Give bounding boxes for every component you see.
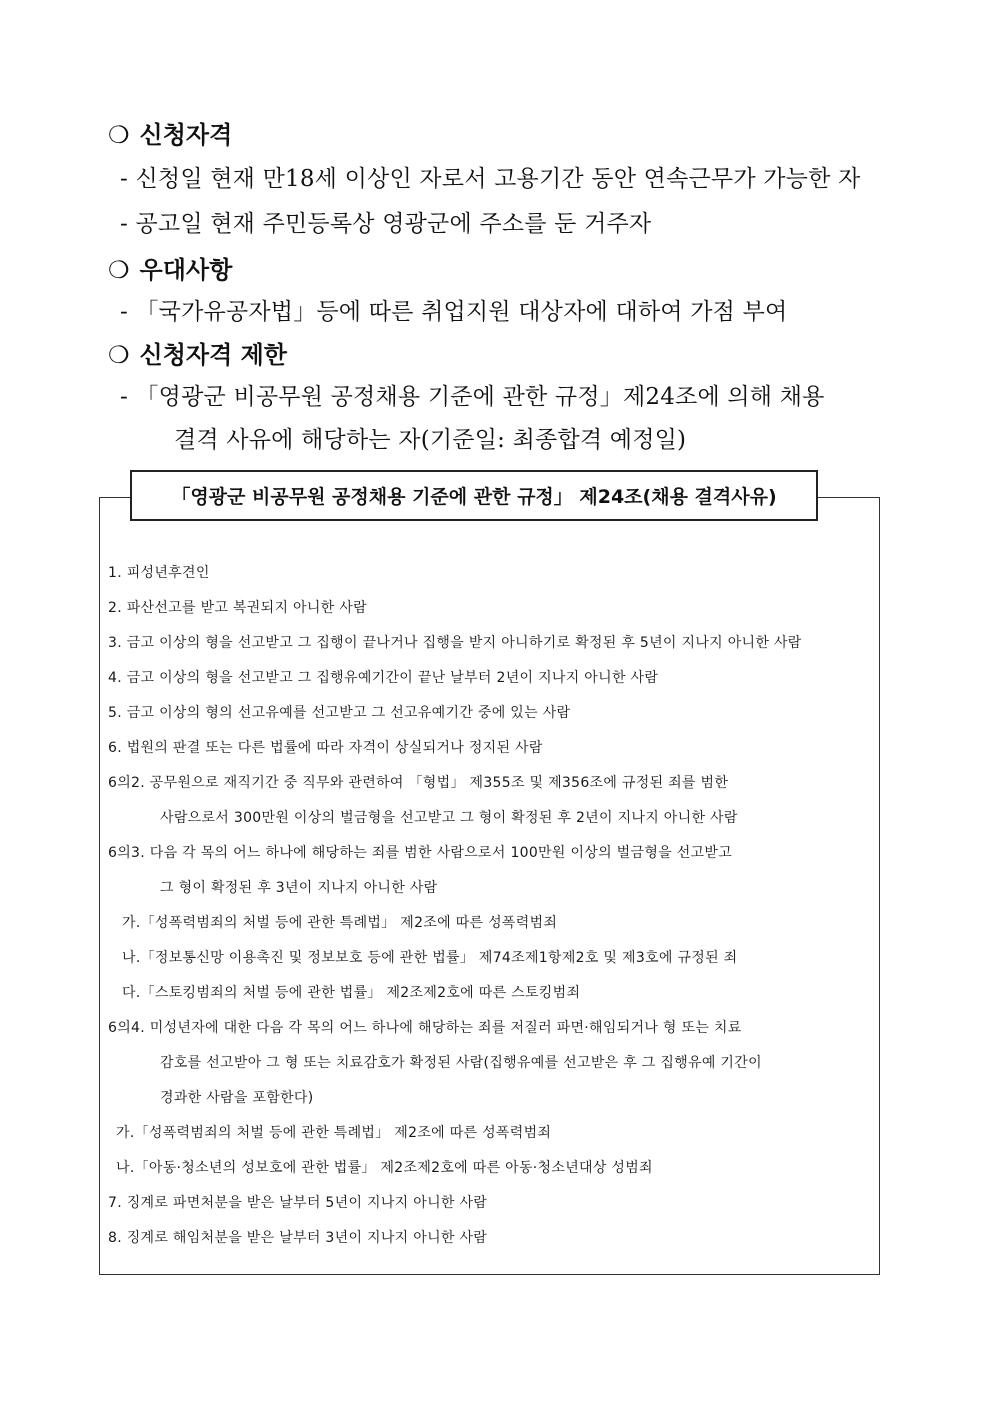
list-item: 3. 금고 이상의 형을 선고받고 그 집행이 끝나거나 집행을 받지 아니하기로 확정된 후 5년이 지나지 아니한 사람 (108, 635, 802, 651)
list-item: 1. 피성년후견인 (108, 565, 210, 581)
section-heading-preference (108, 250, 232, 285)
list-item: 6의2. 공무원으로 재직기간 중 직무와 관련하여 「형법」 제355조 및 제356조에 규정된 죄를 범한 (108, 775, 729, 791)
sub-list-item: 나.「정보통신망 이용촉진 및 정보보호 등에 관한 법률」 제74조제1항제2호 및 제3호에 규정된 죄 (122, 950, 738, 966)
section-title: 신청자격 제한 (139, 340, 287, 369)
bullet-line: - 공고일 현재 주민등록상 영광군에 주소를 둔 거주자 (120, 211, 652, 237)
list-item-continuation: 사람으로서 300만원 이상의 벌금형을 선고받고 그 형이 확정된 후 2년이 지나지 아니한 사람 (160, 810, 738, 826)
regulation-box-title: 「영광군 비공무원 공정채용 기준에 관한 규정」 제24조(채용 결격사유) (130, 470, 818, 521)
list-item: 6의4. 미성년자에 대한 다음 각 목의 어느 하나에 해당하는 죄를 저질러 파면·해임되거나 형 또는 치료 (108, 1020, 742, 1036)
section-title: 신청자격 (139, 120, 233, 149)
list-item: 4. 금고 이상의 형을 선고받고 그 집행유예기간이 끝난 날부터 2년이 지나지 아니한 사람 (108, 670, 659, 686)
sub-list-item: 가.「성폭력범죄의 처벌 등에 관한 특례법」 제2조에 따른 성폭력범죄 (122, 915, 558, 931)
circle-bullet-icon: ❍ (108, 341, 130, 369)
section-title: 우대사항 (139, 255, 233, 284)
list-item: 6의3. 다음 각 목의 어느 하나에 해당하는 죄를 범한 사람으로서 100만원 이상의 벌금형을 선고받고 (108, 845, 733, 861)
list-item-continuation: 감호를 선고받아 그 형 또는 치료감호가 확정된 사람(집행유예를 선고받은 후 그 집행유예 기간이 (160, 1055, 762, 1071)
circle-bullet-icon: ❍ (108, 256, 130, 284)
list-item: 6. 법원의 판결 또는 다른 법률에 따라 자격이 상실되거나 정지된 사람 (108, 740, 543, 756)
bullet-line: - 「국가유공자법」등에 따른 취업지원 대상자에 대하여 가점 부여 (120, 299, 788, 325)
sub-list-item: 다.「스토킹범죄의 처벌 등에 관한 법률」 제2조제2호에 따른 스토킹범죄 (122, 985, 581, 1001)
list-item: 8. 징계로 해임처분을 받은 날부터 3년이 지나지 아니한 사람 (108, 1230, 488, 1246)
list-item: 2. 파산선고를 받고 복권되지 아니한 사람 (108, 600, 367, 616)
sub-list-item: 나.「아동·청소년의 성보호에 관한 법률」 제2조제2호에 따른 아동·청소년대상 성범죄 (116, 1160, 653, 1176)
list-item: 5. 금고 이상의 형의 선고유예를 선고받고 그 선고유예기간 중에 있는 사람 (108, 705, 571, 721)
list-item-continuation: 경과한 사람을 포함한다) (160, 1090, 314, 1106)
bullet-line-continuation: 결격 사유에 해당하는 자(기준일: 최종합격 예정일) (174, 427, 687, 453)
circle-bullet-icon: ❍ (108, 121, 130, 149)
section-heading-qualification (108, 115, 232, 150)
section-heading-restriction (108, 335, 287, 370)
sub-list-item: 가.「성폭력범죄의 처벌 등에 관한 특례법」 제2조에 따른 성폭력범죄 (116, 1125, 552, 1141)
bullet-line: - 신청일 현재 만18세 이상인 자로서 고용기간 동안 연속근무가 가능한 자 (120, 166, 861, 192)
list-item: 7. 징계로 파면처분을 받은 날부터 5년이 지나지 아니한 사람 (108, 1195, 488, 1211)
list-item-continuation: 그 형이 확정된 후 3년이 지나지 아니한 사람 (160, 880, 438, 896)
bullet-line: - 「영광군 비공무원 공정채용 기준에 관한 규정」제24조에 의해 채용 (120, 384, 825, 410)
